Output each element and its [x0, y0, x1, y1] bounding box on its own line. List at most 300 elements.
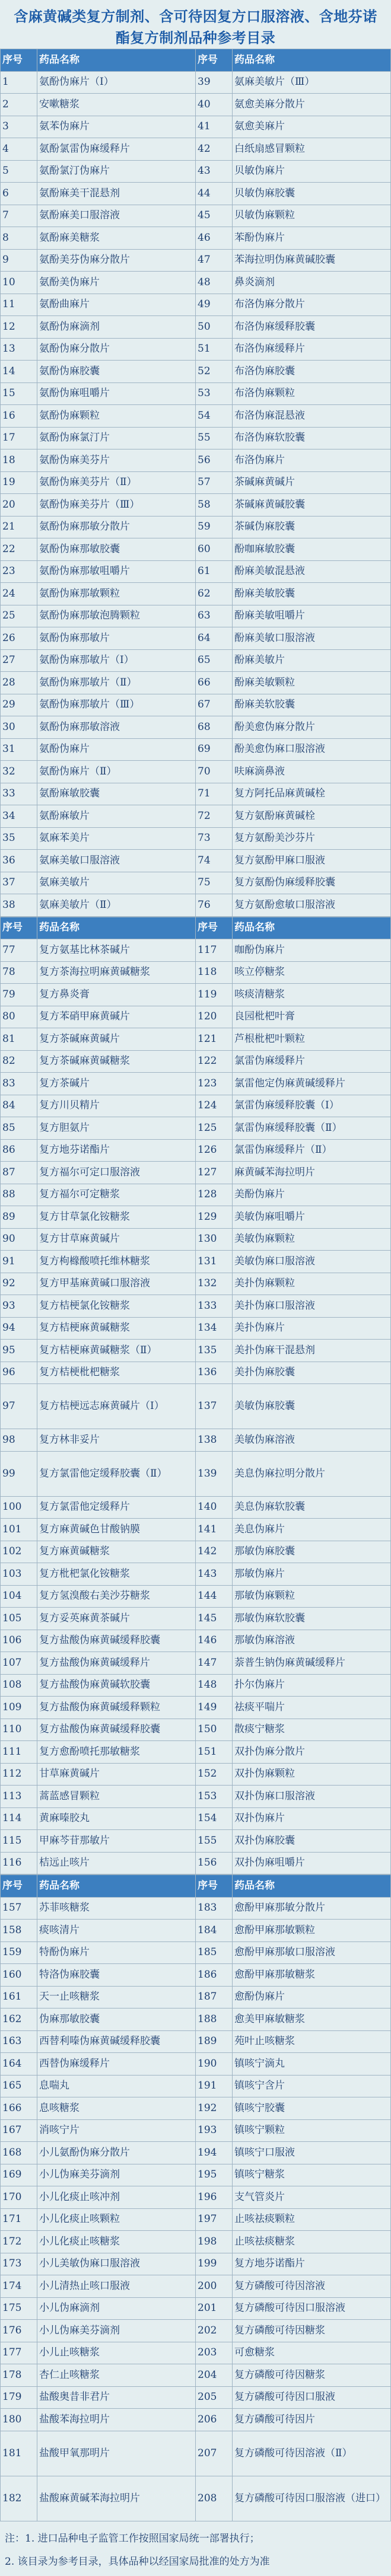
item-number: 7 [1, 205, 37, 227]
item-number: 91 [1, 1251, 37, 1273]
table-row [1, 1920, 391, 1942]
item-drug-name: 咖酚伪麻片 [233, 939, 391, 962]
table-row [1, 1095, 391, 1117]
table-row [1, 2253, 391, 2275]
item-drug-name: 酚麻美敏胶囊 [233, 583, 391, 605]
item-drug-name: 氨酚伪麻美芬片（Ⅲ） [37, 494, 196, 517]
table-row [1, 516, 391, 538]
item-number: 96 [1, 1362, 37, 1384]
item-number: 172 [1, 2231, 37, 2253]
item-drug-name: 双扑伪麻颗粒 [233, 1763, 391, 1786]
item-number: 61 [196, 560, 233, 583]
item-drug-name: 茶碱麻黄碱片 [233, 471, 391, 494]
item-number: 123 [196, 1073, 233, 1095]
item-drug-name: 氨酚麻敏片 [37, 805, 196, 828]
item-number: 200 [196, 2275, 233, 2298]
item-drug-name: 氨酚伪麻那敏胶囊 [37, 538, 196, 561]
table-row [1, 1162, 391, 1184]
item-number: 70 [196, 761, 233, 783]
table-row [1, 227, 391, 250]
item-drug-name: 氨愈美麻分散片 [233, 94, 391, 116]
item-number: 49 [196, 294, 233, 316]
item-number: 69 [196, 738, 233, 761]
item-drug-name: 双扑伪麻咀嚼片 [233, 1852, 391, 1874]
item-number: 152 [196, 1763, 233, 1786]
item-number: 184 [196, 1920, 233, 1942]
table-row [1, 1451, 391, 1496]
table-row [1, 694, 391, 716]
item-drug-name: 愈酚伪麻片 [233, 1986, 391, 2008]
item-drug-name: 复方氨基比林茶碱片 [37, 939, 196, 962]
item-drug-name: 复方麻黄碱色甘酸钠膜 [37, 1519, 196, 1541]
item-drug-name: 桔远止咳片 [37, 1852, 196, 1874]
item-number: 81 [1, 1028, 37, 1051]
table-row [1, 2008, 391, 2031]
item-drug-name: 氨酚伪麻片（Ⅱ） [37, 761, 196, 783]
item-number: 71 [196, 783, 233, 805]
item-drug-name: 咳痰清糖浆 [233, 984, 391, 1006]
item-number: 156 [196, 1852, 233, 1874]
item-number: 145 [196, 1608, 233, 1630]
item-number: 165 [1, 2075, 37, 2097]
item-number: 110 [1, 1719, 37, 1741]
footnote-2: 2. 该目录为参考目录，具体品种以经国家局批准的处方为准 [5, 2555, 270, 2568]
item-number: 191 [196, 2075, 233, 2097]
item-drug-name: 氨酚伪麻片 [37, 738, 196, 761]
item-number: 108 [1, 1674, 37, 1697]
table-row [1, 560, 391, 583]
item-number: 125 [196, 1117, 233, 1140]
table-row [1, 1897, 391, 1920]
item-drug-name: 复方甘草麻黄碱片 [37, 1228, 196, 1251]
table-row [1, 1763, 391, 1786]
item-number: 160 [1, 1964, 37, 1987]
item-drug-name: 布洛伪麻分散片 [233, 294, 391, 316]
item-drug-name: 复方麻黄碱糖浆 [37, 1541, 196, 1563]
item-number: 47 [196, 249, 233, 272]
item-number: 138 [196, 1429, 233, 1452]
header-name: 药品名称 [37, 917, 196, 939]
item-drug-name: 复方盐酸伪麻黄碱缓释颗粒 [37, 1697, 196, 1719]
item-number: 58 [196, 494, 233, 517]
item-drug-name: 复方枇杷氯化铵糖浆 [37, 1563, 196, 1586]
item-number: 176 [1, 2320, 37, 2342]
table-row [1, 1741, 391, 1764]
table-row [1, 2386, 391, 2409]
item-number: 68 [196, 716, 233, 739]
item-drug-name: 复方磷酸可待因溶液（Ⅱ） [233, 2431, 391, 2476]
item-drug-name: 氨酚曲麻片 [37, 294, 196, 316]
header-num: 序号 [1, 917, 37, 939]
table-row [1, 382, 391, 405]
table-header-row [1, 917, 391, 939]
item-drug-name: 氨酚伪麻咀嚼片 [37, 382, 196, 405]
item-drug-name: 氨酚麻美糖浆 [37, 227, 196, 250]
item-number: 75 [196, 872, 233, 894]
item-drug-name: 氨酚麻美干混悬剂 [37, 183, 196, 205]
item-number: 158 [1, 1920, 37, 1942]
item-drug-name: 小儿清热止咳口服液 [37, 2275, 196, 2298]
item-drug-name: 美扑伪麻干混悬剂 [233, 1340, 391, 1362]
table-row [1, 205, 391, 227]
header-name: 药品名称 [37, 1875, 196, 1898]
item-drug-name: 复方磷酸可待因片 [233, 2409, 391, 2431]
table-row [1, 2364, 391, 2387]
item-number: 93 [1, 1295, 37, 1318]
item-drug-name: 镇咳宁颗粒 [233, 2119, 391, 2142]
item-drug-name: 氨酚麻敏胶囊 [37, 783, 196, 805]
item-drug-name: 氨酚伪麻那敏分散片 [37, 516, 196, 538]
item-drug-name: 氨酚伪麻滴剂 [37, 316, 196, 339]
header-num: 序号 [196, 917, 233, 939]
item-drug-name: 麻黄碱苯海拉明片 [233, 1162, 391, 1184]
item-number: 166 [1, 2097, 37, 2120]
item-number: 38 [1, 894, 37, 917]
table-row [1, 1340, 391, 1362]
item-number: 34 [1, 805, 37, 828]
item-number: 169 [1, 2164, 37, 2186]
item-number: 76 [196, 894, 233, 917]
item-drug-name: 愈酚甲麻那敏颗粒 [233, 1920, 391, 1942]
item-drug-name: 复方甘草氯化铵糖浆 [37, 1206, 196, 1229]
item-number: 174 [1, 2275, 37, 2298]
item-number: 207 [196, 2431, 233, 2476]
item-number: 57 [196, 471, 233, 494]
item-drug-name: 愈酚甲麻那敏糖浆 [233, 1964, 391, 1987]
item-drug-name: 氨酚伪麻那敏片 [37, 627, 196, 650]
table-row [1, 2431, 391, 2476]
item-drug-name: 小儿氨酚伪麻分散片 [37, 2142, 196, 2164]
item-drug-name: 特洛伪麻胶囊 [37, 1964, 196, 1987]
item-number: 187 [196, 1986, 233, 2008]
item-drug-name: 复方氨酚麻黄碱栓 [233, 805, 391, 828]
item-drug-name: 氨酚美伪麻片 [37, 272, 196, 294]
item-drug-name: 氨酚伪麻颗粒 [37, 405, 196, 428]
item-number: 25 [1, 605, 37, 627]
item-number: 77 [1, 939, 37, 962]
item-number: 56 [196, 449, 233, 472]
item-drug-name: 小儿止咳糖浆 [37, 2342, 196, 2364]
item-number: 103 [1, 1563, 37, 1586]
item-drug-name: 美敏伪麻颗粒 [233, 1228, 391, 1251]
item-number: 173 [1, 2253, 37, 2275]
item-number: 65 [196, 649, 233, 672]
item-drug-name: 双扑伪麻分散片 [233, 1741, 391, 1764]
item-number: 31 [1, 738, 37, 761]
table-row [1, 1674, 391, 1697]
item-number: 118 [196, 961, 233, 984]
table-row [1, 1630, 391, 1652]
item-drug-name: 布洛伪麻颗粒 [233, 382, 391, 405]
item-number: 189 [196, 2030, 233, 2053]
item-number: 162 [1, 2008, 37, 2031]
item-drug-name: 复方川贝精片 [37, 1095, 196, 1117]
table-row [1, 316, 391, 339]
header-name: 药品名称 [233, 917, 391, 939]
item-number: 105 [1, 1608, 37, 1630]
item-number: 182 [1, 2476, 37, 2521]
table-row [1, 2342, 391, 2364]
item-drug-name: 复方氯雷他定缓释胶囊（Ⅱ） [37, 1451, 196, 1496]
table-row [1, 1519, 391, 1541]
catalog-table [0, 917, 391, 1875]
table-row [1, 1941, 391, 1964]
item-drug-name: 小儿伪麻美芬滴剂 [37, 2164, 196, 2186]
item-drug-name: 氯雷伪麻缓释胶囊（Ⅱ） [233, 1117, 391, 1140]
item-drug-name: 酚咖麻敏胶囊 [233, 538, 391, 561]
item-drug-name: 复方盐酸伪麻黄碱缓释片 [37, 1652, 196, 1675]
item-drug-name: 氨酚伪麻那敏片（Ⅰ） [37, 649, 196, 672]
item-drug-name: 消咳宁片 [37, 2119, 196, 2142]
item-number: 4 [1, 138, 37, 161]
table-row [1, 405, 391, 428]
item-drug-name: 复方氯雷他定缓释片 [37, 1496, 196, 1519]
item-number: 113 [1, 1786, 37, 1808]
item-number: 111 [1, 1741, 37, 1764]
item-number: 55 [196, 427, 233, 449]
item-number: 185 [196, 1941, 233, 1964]
item-number: 2 [1, 94, 37, 116]
catalog-table [0, 49, 391, 917]
header-num: 序号 [196, 49, 233, 72]
table-row [1, 1852, 391, 1874]
table-header-row [1, 49, 391, 72]
item-number: 20 [1, 494, 37, 517]
table-row [1, 1429, 391, 1452]
item-drug-name: 美敏伪麻胶囊 [233, 1384, 391, 1429]
item-drug-name: 美息伪麻拉明分散片 [233, 1451, 391, 1496]
item-number: 32 [1, 761, 37, 783]
item-number: 192 [196, 2097, 233, 2120]
table-row [1, 2320, 391, 2342]
item-number: 36 [1, 850, 37, 872]
item-number: 86 [1, 1139, 37, 1162]
header-num: 序号 [1, 49, 37, 72]
item-number: 175 [1, 2297, 37, 2320]
item-drug-name: 布洛伪麻缓释胶囊 [233, 316, 391, 339]
item-number: 198 [196, 2231, 233, 2253]
item-number: 15 [1, 382, 37, 405]
item-drug-name: 盐酸奥昔非君片 [37, 2386, 196, 2409]
table-row [1, 1251, 391, 1273]
item-number: 179 [1, 2386, 37, 2409]
item-number: 206 [196, 2409, 233, 2431]
table-row [1, 1139, 391, 1162]
item-number: 180 [1, 2409, 37, 2431]
item-number: 99 [1, 1451, 37, 1496]
item-drug-name: 那敏伪麻软胶囊 [233, 1608, 391, 1630]
item-number: 17 [1, 427, 37, 449]
item-number: 154 [196, 1807, 233, 1830]
item-number: 78 [1, 961, 37, 984]
table-row [1, 94, 391, 116]
item-number: 170 [1, 2186, 37, 2209]
table-row [1, 1050, 391, 1073]
item-drug-name: 茶碱伪麻胶囊 [233, 516, 391, 538]
item-drug-name: 氨酚氯雷伪麻缓释片 [37, 138, 196, 161]
table-row [1, 672, 391, 694]
item-drug-name: 复方枸橼酸喷托维林糖浆 [37, 1251, 196, 1273]
item-drug-name: 复方茶海拉明麻黄碱糖浆 [37, 961, 196, 984]
item-drug-name: 蒿蓝感冒颗粒 [37, 1786, 196, 1808]
item-drug-name: 镇咳宁滴丸 [233, 2053, 391, 2076]
table-row [1, 939, 391, 962]
item-drug-name: 止咳祛痰颗粒 [233, 2208, 391, 2231]
item-number: 136 [196, 1362, 233, 1384]
item-drug-name: 贝敏伪麻胶囊 [233, 183, 391, 205]
table-header-row [1, 1875, 391, 1898]
item-number: 26 [1, 627, 37, 650]
item-drug-name: 酚麻美敏咀嚼片 [233, 605, 391, 627]
table-row [1, 1006, 391, 1028]
item-drug-name: 息喘丸 [37, 2075, 196, 2097]
item-drug-name: 复方氨酚愈敏口服溶液 [233, 894, 391, 917]
item-number: 141 [196, 1519, 233, 1541]
item-drug-name: 复方愈酚喷托那敏糖浆 [37, 1741, 196, 1764]
item-drug-name: 氨苯伪麻片 [37, 116, 196, 138]
item-number: 107 [1, 1652, 37, 1675]
item-number: 139 [196, 1451, 233, 1496]
table-row [1, 1295, 391, 1318]
table-row [1, 1541, 391, 1563]
item-number: 59 [196, 516, 233, 538]
table-row [1, 449, 391, 472]
table-row [1, 2297, 391, 2320]
item-drug-name: 复方氨酚甲麻口服液 [233, 850, 391, 872]
item-drug-name: 黄麻嗪胶丸 [37, 1807, 196, 1830]
table-row [1, 294, 391, 316]
table-row [1, 2231, 391, 2253]
item-drug-name: 天一止咳糖浆 [37, 1986, 196, 2008]
table-row [1, 160, 391, 183]
item-drug-name: 愈酚甲麻那敏口服溶液 [233, 1941, 391, 1964]
item-drug-name: 美敏伪麻咀嚼片 [233, 1206, 391, 1229]
item-drug-name: 痰咳清片 [37, 1920, 196, 1942]
item-number: 109 [1, 1697, 37, 1719]
item-drug-name: 氨麻美敏片（Ⅱ） [37, 894, 196, 917]
table-row [1, 716, 391, 739]
item-number: 43 [196, 160, 233, 183]
item-number: 50 [196, 316, 233, 339]
item-drug-name: 复方福尔可定口服溶液 [37, 1162, 196, 1184]
item-number: 85 [1, 1117, 37, 1140]
item-drug-name: 可愈糖浆 [233, 2342, 391, 2364]
item-drug-name: 氨酚伪麻那敏片（Ⅲ） [37, 694, 196, 716]
item-drug-name: 复方磷酸可待因溶液 [233, 2275, 391, 2298]
table-row [1, 961, 391, 984]
item-number: 101 [1, 1519, 37, 1541]
item-number: 167 [1, 2119, 37, 2142]
item-number: 1 [1, 71, 37, 94]
item-number: 140 [196, 1496, 233, 1519]
item-drug-name: 西替伪麻缓释片 [37, 2053, 196, 2076]
header-name: 药品名称 [233, 1875, 391, 1898]
table-row [1, 2275, 391, 2298]
table-row [1, 2208, 391, 2231]
item-number: 129 [196, 1206, 233, 1229]
table-row [1, 1986, 391, 2008]
table-row [1, 872, 391, 894]
item-number: 116 [1, 1852, 37, 1874]
item-drug-name: 酚麻美软胶囊 [233, 694, 391, 716]
item-drug-name: 白纸扇感冒颗粒 [233, 138, 391, 161]
item-number: 148 [196, 1674, 233, 1697]
item-drug-name: 苯海拉明伪麻黄碱胶囊 [233, 249, 391, 272]
item-number: 14 [1, 361, 37, 383]
item-drug-name: 小儿美敏伪麻口服溶液 [37, 2253, 196, 2275]
item-drug-name: 复方茶碱麻黄碱糖浆 [37, 1050, 196, 1073]
item-number: 151 [196, 1741, 233, 1764]
table-row [1, 1496, 391, 1519]
table-row [1, 1585, 391, 1608]
item-number: 114 [1, 1807, 37, 1830]
item-drug-name: 酚美愈伪麻分散片 [233, 716, 391, 739]
table-row [1, 1117, 391, 1140]
item-drug-name: 氨酚伪麻分散片 [37, 338, 196, 361]
item-number: 117 [196, 939, 233, 962]
item-drug-name: 镇咳宁胶囊 [233, 2097, 391, 2120]
table-row [1, 116, 391, 138]
table-row [1, 2030, 391, 2053]
item-number: 132 [196, 1273, 233, 1295]
item-drug-name: 美息伪麻软胶囊 [233, 1496, 391, 1519]
item-drug-name: 双扑伪麻口服溶液 [233, 1786, 391, 1808]
table-row [1, 183, 391, 205]
item-drug-name: 美扑伪麻胶囊 [233, 1362, 391, 1384]
item-drug-name: 氨酚伪麻美芬片（Ⅱ） [37, 471, 196, 494]
item-number: 127 [196, 1162, 233, 1184]
item-drug-name: 小儿伪麻滴剂 [37, 2297, 196, 2320]
item-drug-name: 氯雷他定伪麻黄碱缓释片 [233, 1073, 391, 1095]
item-drug-name: 复方地芬诺酯片 [37, 1139, 196, 1162]
item-number: 121 [196, 1028, 233, 1051]
table-row [1, 272, 391, 294]
item-number: 199 [196, 2253, 233, 2275]
item-drug-name: 愈美甲麻敏糖浆 [233, 2008, 391, 2031]
item-number: 104 [1, 1585, 37, 1608]
item-drug-name: 氨麻美敏片 [37, 872, 196, 894]
catalog-table [0, 1874, 391, 2521]
item-number: 24 [1, 583, 37, 605]
item-number: 203 [196, 2342, 233, 2364]
item-drug-name: 美扑伪麻片 [233, 1317, 391, 1340]
item-drug-name: 氯雷伪麻缓释片（Ⅱ） [233, 1139, 391, 1162]
item-drug-name: 布洛伪麻软胶囊 [233, 427, 391, 449]
item-drug-name: 复方地芬诺酯片 [233, 2253, 391, 2275]
item-number: 63 [196, 605, 233, 627]
item-drug-name: 复方氢溴酸右美沙芬糖浆 [37, 1585, 196, 1608]
item-drug-name: 萘普生钠伪麻黄碱缓释片 [233, 1652, 391, 1675]
item-drug-name: 复方盐酸伪麻黄碱软胶囊 [37, 1674, 196, 1697]
item-number: 10 [1, 272, 37, 294]
table-row [1, 1206, 391, 1229]
item-number: 64 [196, 627, 233, 650]
item-number: 73 [196, 827, 233, 850]
item-number: 83 [1, 1073, 37, 1095]
page-title: 含麻黄碱类复方制剂、含可待因复方口服溶液、含地芬诺酯复方制剂品种参考目录 [14, 8, 377, 46]
header-num: 序号 [196, 1875, 233, 1898]
table-row [1, 1028, 391, 1051]
table-row [1, 2097, 391, 2120]
item-number: 92 [1, 1273, 37, 1295]
table-row [1, 827, 391, 850]
item-drug-name: 氨麻苯美片 [37, 827, 196, 850]
table-row [1, 2164, 391, 2186]
header-num: 序号 [1, 1875, 37, 1898]
item-drug-name: 复方福尔可定糖浆 [37, 1184, 196, 1206]
item-number: 155 [196, 1830, 233, 1853]
item-drug-name: 氨酚伪麻美芬片 [37, 449, 196, 472]
